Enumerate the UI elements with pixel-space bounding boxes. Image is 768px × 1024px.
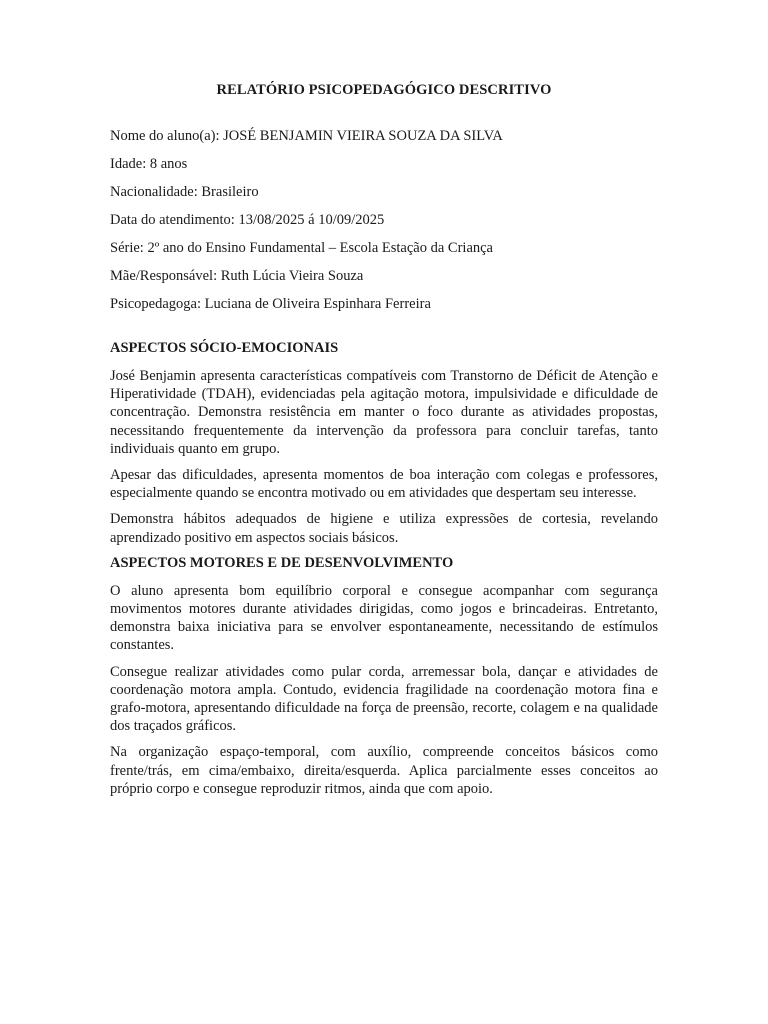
attendance-date-line: Data do atendimento: 13/08/2025 á 10/09/2025 xyxy=(110,212,385,228)
section-paragraph: Na organização espaço-temporal, com auxílio, compreende conceitos básicos como frente/trás, em cima/embaixo, direita/esquerda. Aplica parcialmente esses conceitos ao próprio corpo e consegue reproduzir ritmos, ainda que com apoio. xyxy=(110,744,658,797)
school-grade-line: Série: 2º ano do Ensino Fundamental – Escola Estação da Criança xyxy=(110,240,493,256)
section-paragraph: José Benjamin apresenta características compatíveis com Transtorno de Déficit de Atenção e Hiperatividade (TDAH), evidenciadas pela agitação motora, impulsividade e dificuldade de concentração. Demonstra resistência em manter o foco durante as atividades propostas, necessitando frequentemente da intervenção da professora para concluir tarefas, tanto individuais quanto em grupo. xyxy=(110,368,658,457)
section-motor-development xyxy=(110,553,658,798)
student-age-line: Idade: 8 anos xyxy=(110,156,188,172)
student-nationality-line: Nacionalidade: Brasileiro xyxy=(110,184,259,200)
report-sections xyxy=(110,338,658,806)
student-name-line: Nome do aluno(a): JOSÉ BENJAMIN VIEIRA SOUZA DA SILVA xyxy=(110,128,503,144)
student-info-list xyxy=(110,126,658,322)
section-heading: ASPECTOS MOTORES E DE DESENVOLVIMENTO xyxy=(110,554,454,571)
section-paragraph: Demonstra hábitos adequados de higiene e utiliza expressões de cortesia, revelando aprendizado positivo em aspectos sociais básicos. xyxy=(110,511,658,546)
psychopedagogue-line: Psicopedagoga: Luciana de Oliveira Espinhara Ferreira xyxy=(110,296,431,312)
guardian-line: Mãe/Responsável: Ruth Lúcia Vieira Souza xyxy=(110,268,364,284)
section-socio-emotional xyxy=(110,338,658,547)
section-heading: ASPECTOS SÓCIO-EMOCIONAIS xyxy=(110,340,339,356)
section-paragraph: Apesar das dificuldades, apresenta momentos de boa interação com colegas e professores, especialmente quando se encontra motivado ou em atividades que despertam seu interesse. xyxy=(110,467,658,502)
document-title: RELATÓRIO PSICOPEDAGÓGICO DESCRITIVO xyxy=(216,82,552,98)
section-paragraph: Consegue realizar atividades como pular corda, arremessar bola, dançar e atividades de coordenação motora ampla. Contudo, evidencia fragilidade na coordenação motora fina e grafo-motora, apresentando dificuldade na força de preensão, recorte, colagem e na qualidade dos traçados gráficos. xyxy=(110,663,658,735)
section-paragraph: O aluno apresenta bom equilíbrio corporal e consegue acompanhar com segurança movimentos motores durante atividades dirigidas, como jogos e brincadeiras. Entretanto, demonstra baixa iniciativa para se envolver espontaneamente, necessitando de estímulos constantes. xyxy=(110,582,658,654)
